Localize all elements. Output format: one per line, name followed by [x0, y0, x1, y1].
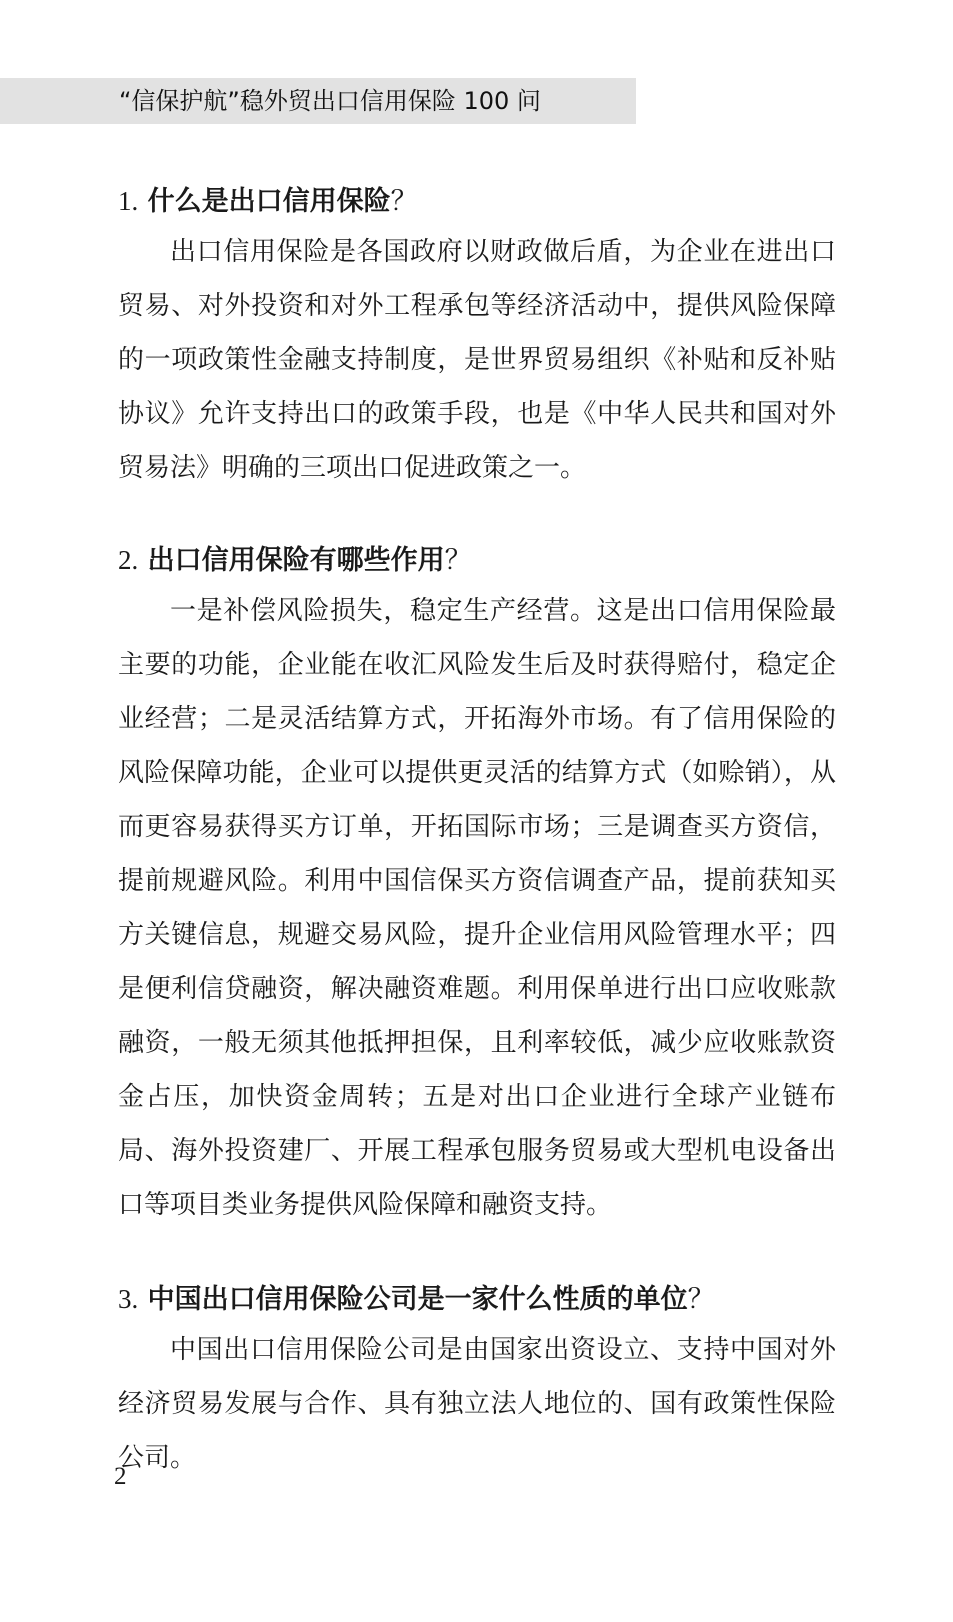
question-mark: ？ — [444, 545, 472, 576]
question-number: 1. — [118, 186, 139, 216]
question-text: 什么是出口信用保险 — [147, 186, 391, 217]
page-content — [118, 178, 836, 1485]
running-header-title: “信保护航”稳外贸出口信用保险 100 问 — [119, 87, 541, 115]
question-number: 2. — [118, 545, 139, 575]
question-mark: ？ — [390, 186, 418, 217]
question-text: 出口信用保险有哪些作用 — [147, 545, 445, 576]
answer-2-paragraph: 一是补偿风险损失，稳定生产经营。这是出口信用保险最主要的功能，企业能在收汇风险发生后及时获得赔付，稳定企业经营；二是灵活结算方式，开拓海外市场。有了信用保险的风险保障功能，企业可以提供更灵活的结算方式（如赊销），从而更容易获得买方订单，开拓国际市场；三是调查买方资信，提前规避风险。利用中国信保买方资信调查产品，提前获知买方关键信息，规避交易风险，提升企业信用风险管理水平；四是便利信贷融资，解决融资难题。利用保单进行出口应收账款融资，一般无须其他抵押担保，且利率较低，减少应收账款资金占压，加快资金周转；五是对出口企业进行全球产业链布局、海外投资建厂、开展工程承包服务贸易或大型机电设备出口等项目类业务提供风险保障和融资支持。 — [118, 596, 836, 1220]
question-number: 3. — [118, 1284, 139, 1314]
question-3-heading — [118, 1276, 836, 1323]
page-number: 2 — [114, 1463, 127, 1490]
question-2-heading — [118, 537, 836, 584]
question-mark: ？ — [687, 1284, 715, 1315]
question-text: 中国出口信用保险公司是一家什么性质的单位 — [147, 1284, 688, 1315]
question-1-heading — [118, 178, 836, 225]
answer-3-paragraph: 中国出口信用保险公司是由国家出资设立、支持中国对外经济贸易发展与合作、具有独立法人地位的、国有政策性保险公司。 — [118, 1335, 836, 1473]
answer-1-paragraph: 出口信用保险是各国政府以财政做后盾，为企业在进出口贸易、对外投资和对外工程承包等经济活动中，提供风险保障的一项政策性金融支持制度，是世界贸易组织《补贴和反补贴协议》允许支持出口的政策手段，也是《中华人民共和国对外贸易法》明确的三项出口促进政策之一。 — [118, 237, 836, 483]
